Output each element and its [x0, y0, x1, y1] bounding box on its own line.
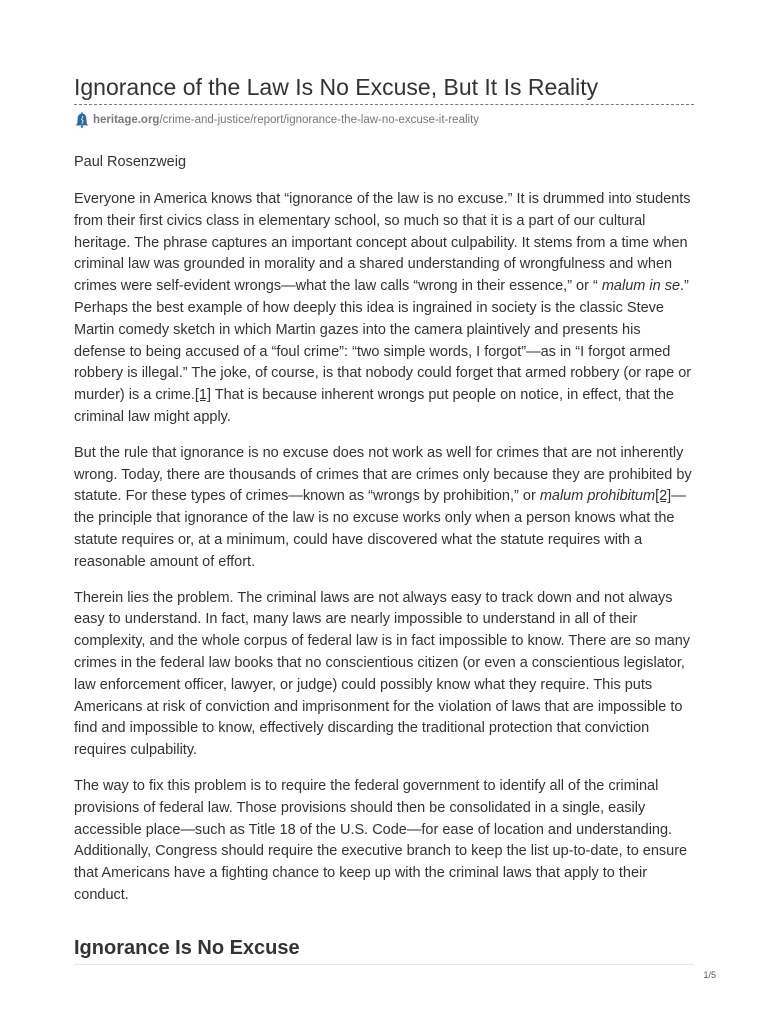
article-body — [74, 189, 694, 921]
source-url[interactable] — [74, 111, 479, 129]
paragraph-text: Everyone in America knows that “ignorance of the law is no excuse.” It is drummed into students from their first civics class in elementary school, so much so that it is a part of our cultural heritage. The phrase captures an important concept about culpability. It stems from a time when criminal law was grounded in morality and a shared understanding of wrongfulness and when crimes were self-evident wrongs—what the law calls “wrong in their essence,” or “ — [74, 191, 691, 295]
paragraph-1 — [74, 189, 694, 429]
footnote-link-1[interactable]: [1] — [194, 387, 211, 404]
latin-term: malum prohibitum — [539, 488, 656, 505]
liberty-bell-icon — [74, 112, 90, 128]
paragraph-text: —the principle that ignorance of the law is no excuse works only when a person knows what the statute requires or, at a minimum, could have discovered what the statute requires with a reasonable amount of effort. — [74, 488, 686, 570]
article-title: Ignorance of the Law Is No Excuse, But It Is Reality — [74, 74, 599, 100]
paragraph-text: That is because inherent wrongs put people on notice, in effect, that the criminal law might apply. — [74, 387, 674, 425]
title-divider — [74, 104, 694, 105]
page-number: 1/5 — [703, 970, 716, 980]
paragraph-2 — [74, 443, 694, 574]
section-divider — [74, 964, 694, 965]
paragraph-3: Therein lies the problem. The criminal laws are not always easy to track down and not always easy to understand. In fact, many laws are nearly impossible to understand in all of their complexity, and the whole corpus of federal law is in fact impossible to know. There are so many crimes in the federal law books that no conscientious citizen (or even a conscientious legislator, law enforcement officer, lawyer, or judge) could possibly know what they require. This puts Americans at risk of conviction and imprisonment for the violation of laws that are impossible to find and impossible to know, effectively discarding the traditional protection that conviction requires culpability. — [74, 589, 691, 759]
paragraph-text: .” Perhaps the best example of how deeply this idea is ingrained in society is the classic Steve Martin comedy sketch in which Martin gazes into the camera plaintively and presents his defense to being accused of a “foul crime”: “two simple words, I forgot”—as in “I forgot armed robbery is illegal.” The joke, of course, is that nobody could forget that armed robbery (or rape or murder) is a crime. — [74, 278, 692, 404]
author-name: Paul Rosenzweig — [74, 154, 187, 170]
section-heading: Ignorance Is No Excuse — [74, 937, 300, 959]
paragraph-4: The way to fix this problem is to require the federal government to identify all of the criminal provisions of federal law. Those provisions should then be consolidated in a single, easily accessible place—such as Title 18 of the U.S. Code—for ease of location and understanding. Additionally, Congress should require the executive branch to keep the list up-to-date, to ensure that Americans have a fighting chance to keep up with the criminal laws that apply to their conduct. — [74, 777, 688, 903]
source-domain[interactable]: heritage.org — [93, 114, 160, 126]
paragraph-text: But the rule that ignorance is no excuse does not work as well for crimes that are not inherently wrong. Today, there are thousands of crimes that are crimes only because they are prohibited by statute. For these types of crimes—known as “wrongs by prohibition,” or — [74, 444, 692, 505]
footnote-link-2[interactable]: [2] — [655, 488, 672, 505]
source-path[interactable]: /crime-and-justice/report/ignorance-the-law-no-excuse-it-reality — [159, 114, 480, 126]
latin-term: malum in se — [601, 278, 681, 295]
